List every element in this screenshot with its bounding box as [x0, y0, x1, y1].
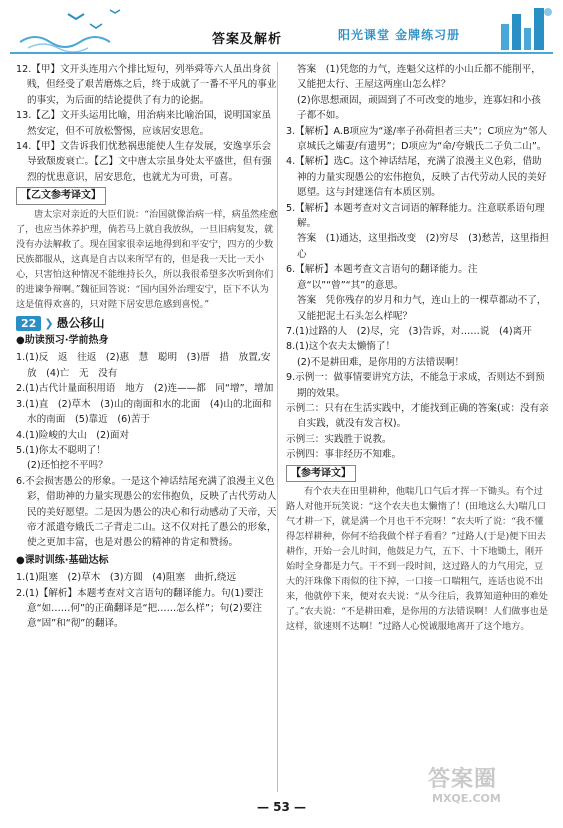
answer-item: 2.(1)【解析】本题考查对文言语句的翻译能力。句(1)要注意“如……何”的正确翻译是“把……怎么样”；句(2)要注意“固”和“彻”的翻译。: [16, 587, 264, 630]
translation-text: 有个农夫在田里耕种，他喘几口气后才挥一下锄头。有个过路人对他开玩笑说：“这个农夫也太懒惰了！(田地这么大)喘几口气才耕一下，就是满一个月也干不完呀！”农夫听了说：“我不懂得怎样耕种，你何不给我做个样子看看？”过路人(于是)便下田去耕作，开始一会儿时间，他鼓足力气，五下、十下地锄土，刚开始时全身都是力气。干不到一段时间，这过路人的力气用完，豆大的汗珠像下雨似的往下掉，一口接一口喘粗气，连话也说不出来，他就停下来，便对农夫说：“从今往后，我算知道种田的难处了。”农夫说：“不是耕田难，是你用的方法错误啊！人们做事也是这样，欲速则不达啊！”过路人心悦诚服地离开了这个地方。: [286, 485, 549, 632]
answer-item: 12.【甲】文开头连用六个排比短句，列举舜等六人虽出身贫贱，但经受了艰苦磨炼之后，终于成就了一番不平凡的事业的事实，为后面的结论提供了有力的论据。: [16, 64, 277, 106]
page-title: 答案及解析: [212, 32, 283, 47]
watermark-url: MXQE.COM: [432, 792, 501, 805]
brand-name: 阳光课堂 金牌练习册: [338, 28, 461, 42]
answer-item: 5.(1)你太不聪明了！: [16, 444, 106, 456]
answer-item: 答案 (1)通达，这里指改变 (2)穷尽 (3)愁苦，这里指担心: [297, 233, 549, 260]
section-heading-training: ●课时训练·基础达标: [16, 554, 109, 566]
city-skyline-icon: [496, 2, 556, 52]
lesson-title: 愚公移山: [56, 315, 105, 330]
answer-item: 7.(1)过路的人 (2)尽，完 (3)告诉，对……说 (4)离开: [286, 325, 532, 337]
answer-item: 4.【解析】选C。这个神话结尾，充满了浪漫主义色彩，借助神的力量实现愚公的宏伟抱负，反映了古代劳动人民的美好愿望。这与封建迷信有本质区别。: [286, 156, 547, 199]
answer-item: 4.(1)险峻的大山 (2)面对: [16, 429, 130, 441]
page-header: [0, 0, 563, 58]
answer-item: 6.【解析】本题考查文言语句的翻译能力。注意“以”“曾”“其”的意思。: [286, 264, 478, 291]
translation-heading: 【参考译文】: [286, 465, 356, 482]
answer-item: 6.不会损害愚公的形象。一是这个神话结尾充满了浪漫主义色彩，借助神的力量实现愚公的宏伟抱负，反映了古代劳动人民的美好愿望。二是因为愚公的决心和行动感动了天帝，天帝才派遣夸娥氏二子背走二山。这不仅对托了愚公的形象，使之更加丰富，也是对愚公的精神的肯定和赞扬。: [16, 475, 277, 549]
watermark: 答案圈: [428, 767, 498, 792]
answer-item: 9.示例一：做事情要讲究方法，不能急于求成，否则达不到预期的效果。: [286, 372, 545, 399]
answer-item: 示例二：只有在生活实践中，才能找到正确的答案(或：没有亲自实践，就没有发言权)。: [286, 402, 549, 430]
lesson-number: 22: [16, 316, 41, 331]
answer-item: 1.(1)阻塞 (2)草木 (3)方圆 (4)阻塞 曲折,绕远: [16, 572, 237, 584]
answer-item: 3.【解析】A.B项应为“遂/率子孙荷担者三夫”；C项应为“邻人京城氏之孀妻/有遗男”；D项应为“命/夸娥氏二子负二山”。: [286, 125, 548, 153]
answer-item: 1.(1)反 返 往返 (2)惠 慧 聪明 (3)厝 措 放置,安放 (4)亡 无 没有: [16, 352, 271, 379]
lesson-heading: [16, 316, 278, 331]
answer-item: 8.(1)这个农夫太懒惰了！: [286, 341, 396, 353]
left-column: [16, 62, 278, 632]
answer-item: 2.(1)古代计量面积用语 地方 (2)连——都 同“增”，增加: [16, 383, 274, 395]
answer-item: 5.【解析】本题考查对文言词语的解释能力。注意联系语句理解。: [286, 202, 545, 230]
answer-item: 答案 (1)凭您的力气，连魁父这样的小山丘都不能削平，又能把太行、王屋这两座山怎么样？: [297, 64, 541, 91]
chevron-right-icon: ❯: [44, 316, 54, 330]
answer-item: 13.【乙】文开头运用比喻，用治病来比喻治国，说明国家虽然安定，但不可放松警惕，应该居安思危。: [16, 110, 272, 137]
right-column: [286, 62, 550, 634]
answer-item: 14.【甲】文告诉我们忧愁祸患能使人生存发展，安逸享乐会导致颓废衰亡。【乙】文中唐太宗虽身处太平盛世，但有强烈的忧患意识，居安思危，也就尤为可贵，可喜。: [16, 141, 272, 183]
section-heading-preview: ●助读预习·学前热身: [16, 335, 109, 347]
translation-heading: 【乙文参考译文】: [16, 187, 106, 204]
translation-text: 唐太宗对亲近的大臣们说：“治国就像治病一样，病虽然痊愈了，也应当休养护理，倘若马上就自我放纵，一旦旧病复发，就没有办法解救了。现在国家很幸运地得到和平安宁，四方的少数民族都服从，这真是自古以来所罕有的，但是我一天比一天小心，只害怕这种情况不能维持长久，所以我很希望多次听到你们的进谏争辩啊。”魏征回答说：“国内国外治理安宁，臣下不认为这是值得欢喜的，只对陛下居安思危感到喜悦。”: [16, 208, 278, 310]
answer-item: 示例三：实践胜于说教。: [286, 433, 392, 445]
header-rule: [10, 52, 553, 54]
answer-item: 答案 凭你残存的岁月和力气，连山上的一棵草都动不了，又能把泥土石头怎么样呢？: [297, 295, 547, 322]
birds-waves-decoration-icon: [10, 2, 210, 54]
answer-item: 示例四：事非经历不知难。: [286, 449, 402, 461]
answer-item: 3.(1)直 (2)草木 (3)山的南面和水的北面 (4)山的北面和水的南面 (5)靠近 (6)苦于: [16, 398, 272, 426]
answer-item: (2)还怕挖不平吗？: [27, 460, 108, 472]
answer-item: (2)你思想顽固，顽固到了不可改变的地步，连寡妇和小孩子都不如。: [297, 94, 541, 122]
page-number: — 53 —: [256, 800, 307, 814]
answer-item: (2)不是耕田难，是你用的方法错误啊！: [297, 356, 465, 368]
